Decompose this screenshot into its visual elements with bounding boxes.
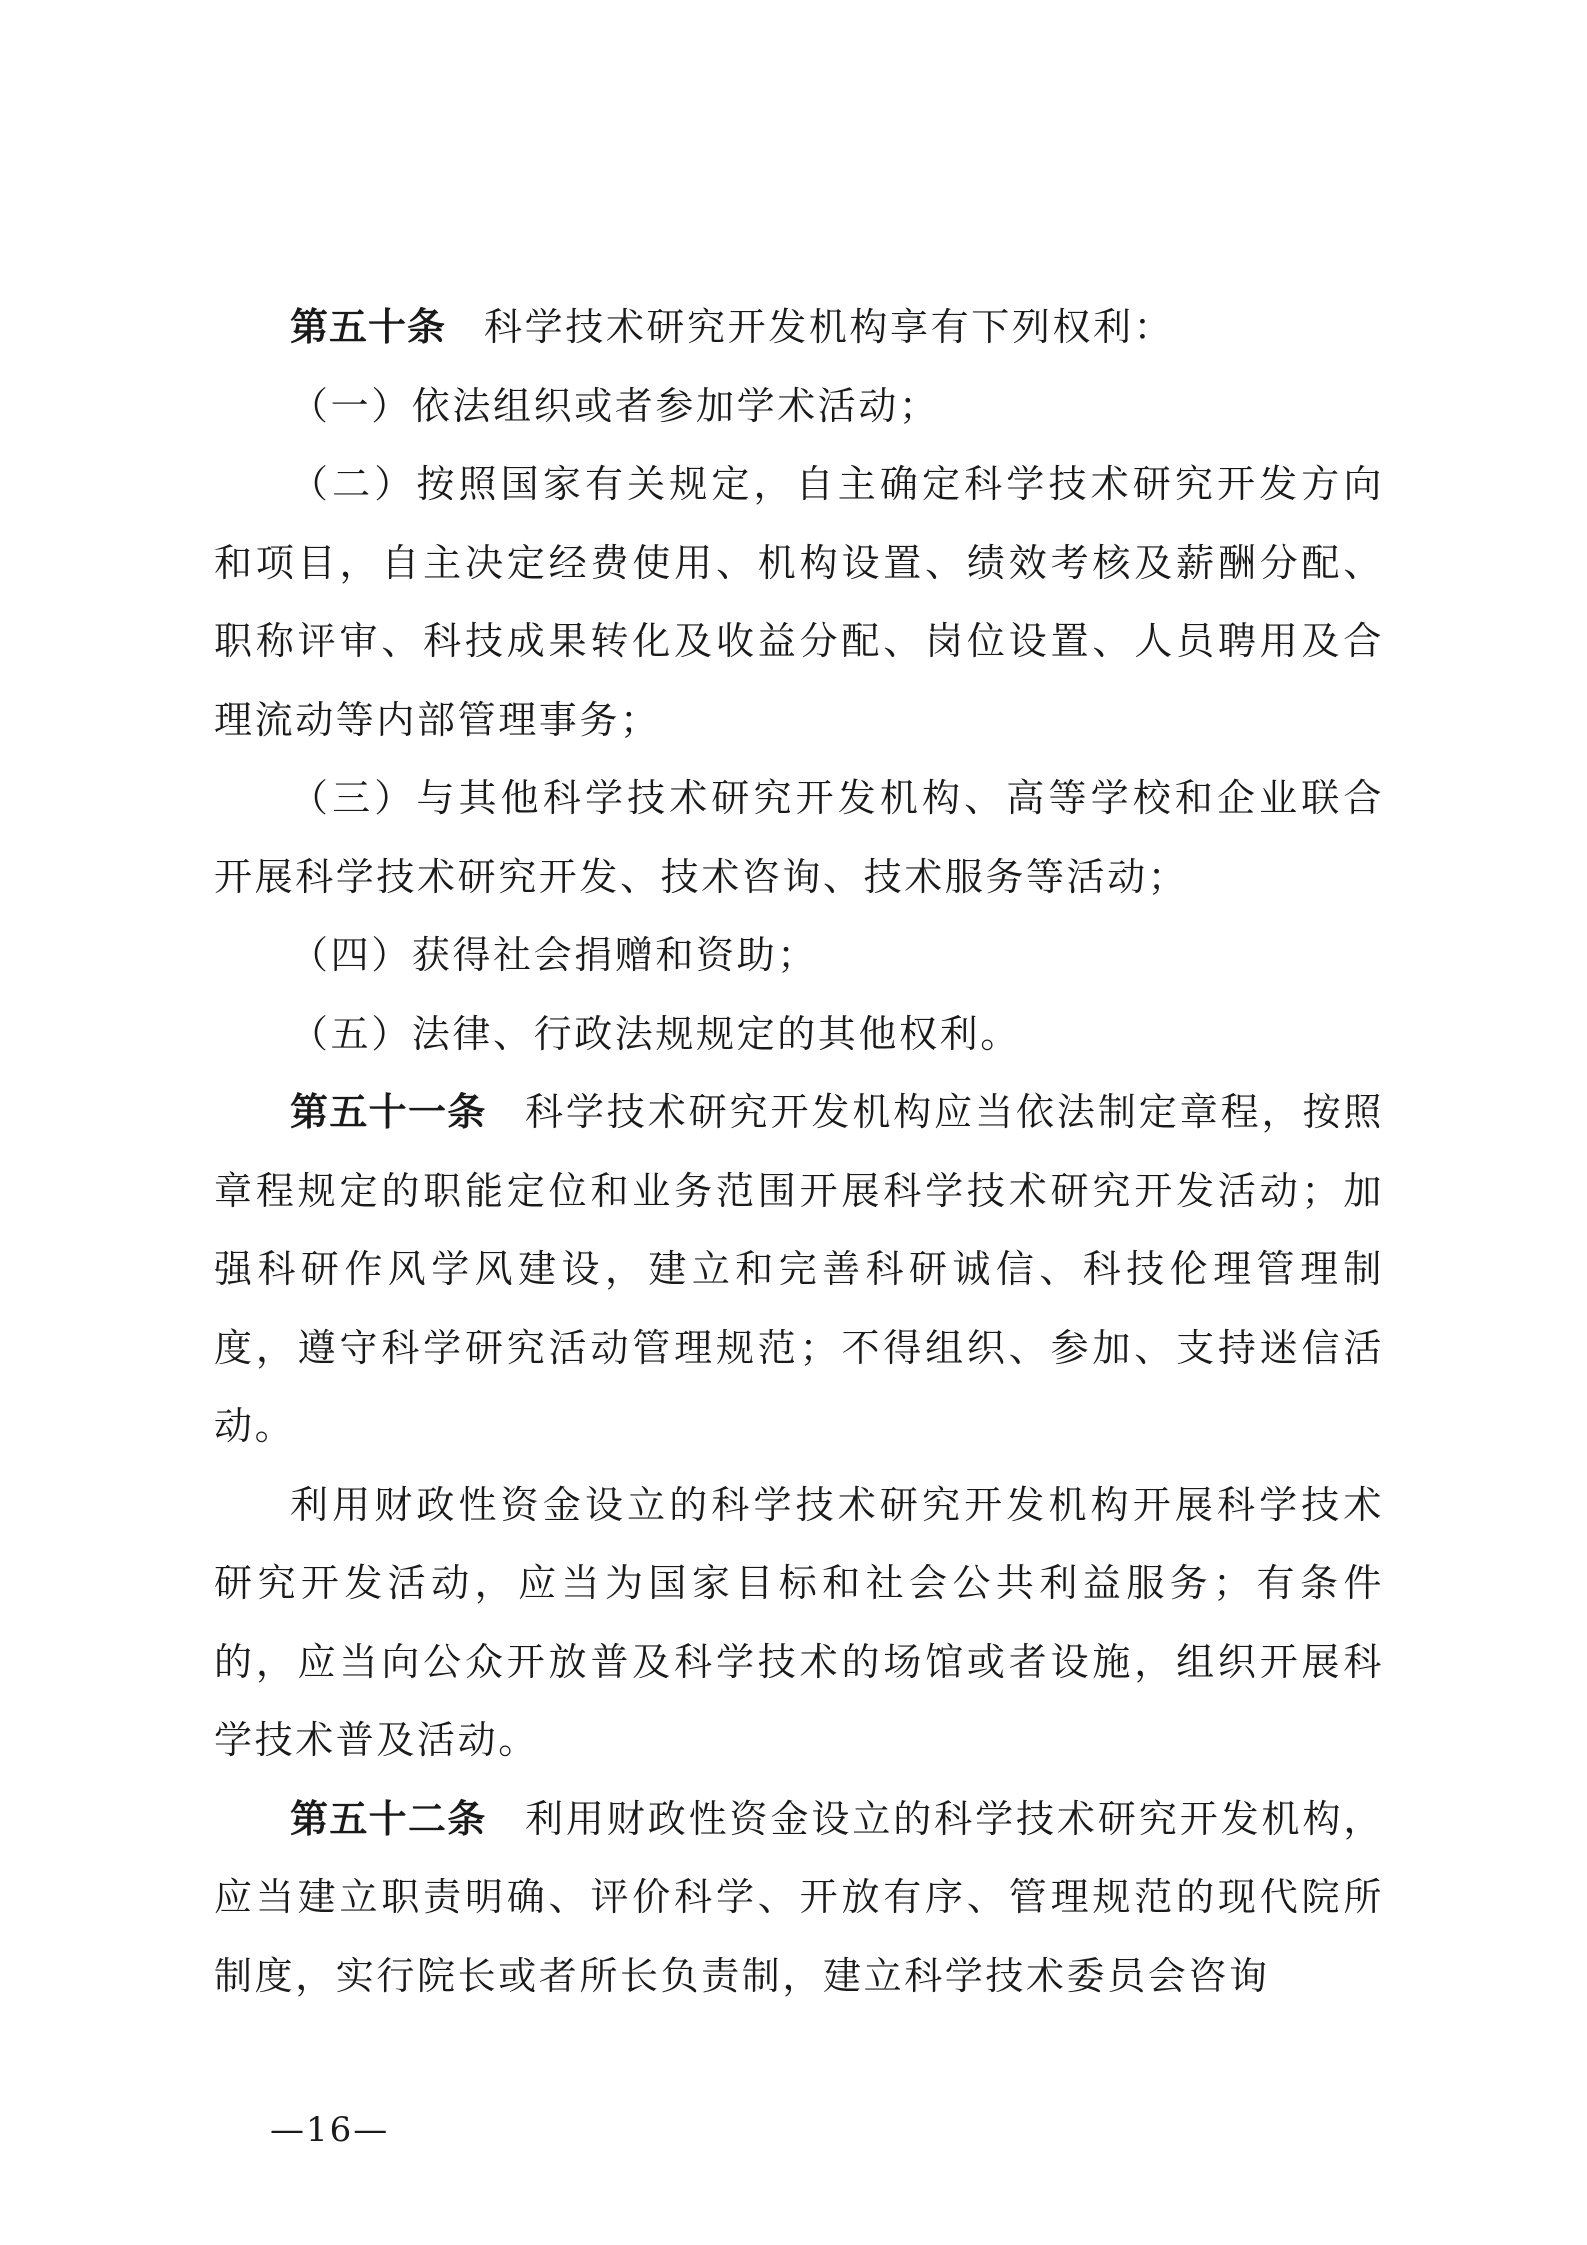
- paragraph-item-1: [214, 367, 1384, 446]
- paragraph-article-52: [214, 1780, 1384, 2016]
- paragraph-item-5: [214, 995, 1384, 1074]
- paragraph-text: （三）与其他科学技术研究开发机构、高等学校和企业联合开展科学技术研究开发、技术咨询、技术服务等活动；: [214, 776, 1384, 899]
- paragraph-text: （一）依法组织或者参加学术活动；: [290, 383, 940, 428]
- paragraph-item-2: [214, 445, 1384, 759]
- paragraph-article-51-part-2: [214, 1466, 1384, 1780]
- document-body: [214, 288, 1384, 2015]
- paragraph-item-3: [214, 759, 1384, 916]
- paragraph-article-50: [214, 288, 1384, 367]
- article-heading: 第五十条: [290, 305, 447, 349]
- page-number: —16—: [270, 2110, 390, 2150]
- paragraph-item-4: [214, 916, 1384, 995]
- paragraph-text: 利用财政性资金设立的科学技术研究开发机构开展科学技术研究开发活动，应当为国家目标和社会公共利益服务；有条件的，应当向公众开放普及科学技术的场馆或者设施，组织开展科学技术普及活动。: [214, 1482, 1384, 1762]
- paragraph-text: （四）获得社会捐赠和资助；: [290, 933, 818, 977]
- article-heading: 第五十一条: [290, 1090, 487, 1134]
- paragraph-text: （二）按照国家有关规定，自主确定科学技术研究开发方向和项目，自主决定经费使用、机构设置、绩效考核及薪酬分配、职称评审、科技成果转化及收益分配、岗位设置、人员聘用及合理流动等内部管理事务；: [214, 462, 1384, 742]
- paragraph-article-51: [214, 1073, 1384, 1466]
- paragraph-text: （五）法律、行政法规规定的其他权利。: [290, 1011, 1021, 1056]
- paragraph-text: 科学技术研究开发机构享有下列权利：: [484, 305, 1175, 349]
- article-heading: 第五十二条: [290, 1796, 487, 1841]
- paragraph-text: 科学技术研究开发机构应当依法制定章程，按照章程规定的职能定位和业务范围开展科学技术研究开发活动；加强科研作风学风建设，建立和完善科研诚信、科技伦理管理制度，遵守科学研究活动管理规范；不得组织、参加、支持迷信活动。: [214, 1090, 1384, 1448]
- paragraph-text: 利用财政性资金设立的科学技术研究开发机构，应当建立职责明确、评价科学、开放有序、管理规范的现代院所制度，实行院长或者所长负责制，建立科学技术委员会咨询: [214, 1796, 1384, 1998]
